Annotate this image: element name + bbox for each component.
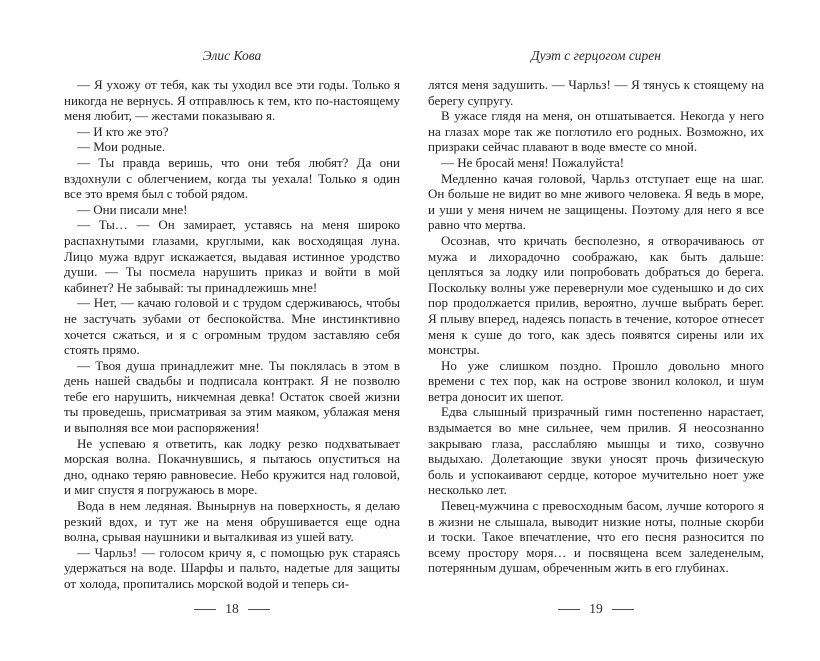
page-number: 18 <box>225 601 239 616</box>
paragraph: — Я ухожу от тебя, как ты уходил все эти годы. Только я никогда не вернусь. Я отправлюсь к тем, кто по-настоящему меня любит, — жестами показываю я. <box>64 77 400 124</box>
paragraph: — Нет, — качаю головой и с трудом сдерживаюсь, чтобы не застучать зубами от беспокойства. Мне инстинктивно хочется сжаться, и я с огромным трудом заставляю себя стоять прямо. <box>64 295 400 358</box>
left-page-folio <box>64 601 400 617</box>
paragraph: — И кто же это? <box>77 123 169 139</box>
paragraph: Осознав, что кричать бесполезно, я отворачиваюсь от мужа и лихорадочно соображаю, как быть дальше: цепляться за лодку или попробовать добраться до берега. Поскольку волны уже перевернули мое суденышко и до сих пор продолжается прилив, вероятно, лучше выбрать берег. Я плыву вперед, надеясь попасть в течение, которое отнесет меня к суше до того, как здесь появятся сирены или их монстры. <box>428 232 764 358</box>
paragraph: Но уже слишком поздно. Прошло довольно много времени с тех пор, как на острове звонил колокол, и шум ветра доносит их шепот. <box>428 357 764 404</box>
folio-rule-right <box>612 609 634 610</box>
paragraph: лятся меня задушить. — Чарльз! — Я тянусь к стоящему на берегу супругу. <box>428 77 764 108</box>
paragraph: — Они писали мне! <box>77 201 188 217</box>
paragraph: — Мои родные. <box>77 139 166 155</box>
paragraph: — Чарльз! — голосом кричу я, с помощью рук стараясь удержаться на воде. Шарфы и пальто, надетые для защиты от холода, пропитались морской водой и теперь си- <box>64 544 400 591</box>
paragraph: Вода в нем ледяная. Вынырнув на поверхность, я делаю резкий вдох, и тут же на меня обрушивается еще одна волна, срывая наушники и выталкивая из ушей вату. <box>64 498 400 545</box>
paragraph: Не успеваю я ответить, как лодку резко подхватывает морская волна. Покачнувшись, я пытаюсь опуститься на дно, однако теряю равновесие. Небо кружится над головой, и миг спустя я погружаюсь в море. <box>64 435 400 498</box>
running-header-author: Элис Кова <box>202 48 262 63</box>
paragraph: — Не бросай меня! Пожалуйста! <box>441 154 625 170</box>
paragraph: — Ты… — Он замирает, уставясь на меня широко распахнутыми глазами, круглыми, как восходящая луна. Лицо мужа вдруг искажается, выдавая истинное уродство души. — Ты посмела нарушить приказ и войти в мой кабинет? Не забывай: ты принадлежишь мне! <box>64 217 400 295</box>
folio-rule-right <box>248 609 270 610</box>
right-page-folio <box>428 601 764 617</box>
folio-rule-left <box>558 609 580 610</box>
right-page <box>428 48 764 633</box>
running-header-book-title: Дуэт с герцогом сирен <box>530 48 662 63</box>
folio-rule-left <box>194 609 216 610</box>
paragraph: Медленно качая головой, Чарльз отступает еще на шаг. Он больше не видит во мне живого человека. Я ведь в море, и уши у меня ничем не защищены. Поэтому для него я все равно что мертва. <box>428 170 764 233</box>
paragraph: В ужасе глядя на меня, он отшатывается. Некогда у него на глазах море так же поглотило его родных. Возможно, их призраки сейчас плавают в воде вместе со мной. <box>428 108 764 155</box>
left-page <box>64 48 400 633</box>
paragraph: — Ты правда веришь, что они тебя любят? Да они вздохнули с облегчением, когда ты уехала! Только я один все это время был с тобой рядом. <box>64 154 400 202</box>
right-page-text <box>428 77 764 576</box>
page-number: 19 <box>589 601 603 616</box>
paragraph: — Твоя душа принадлежит мне. Ты поклялась в этом в день нашей свадьбы и подписала контракт. Я не позволю тебе его нарушить, никчемная девка! Остаток своей жизни ты проведешь, присматривая за этим маяком, ублажая меня и выполняя все мои распоряжения! <box>64 357 400 436</box>
paragraph: Едва слышный призрачный гимн постепенно нарастает, вздымается во мне сильнее, чем прилив. Я неосознанно закрываю глаза, расслабляю мышцы и тихо, созвучно выдыхаю. Долетающие звуки уносят прочь физическую боль и успокаивают сердце, которое мучительно ноет уже несколько лет. <box>428 404 764 498</box>
left-page-text <box>64 77 400 592</box>
paragraph: Певец-мужчина с превосходным басом, лучше которого я в жизни не слышала, выводит низкие ноты, полные скорби и тоски. Такое впечатление, что его песня разносится по всему простору моря… и посвящена всем заледенелым, потерянным душам, обреченным жить в его глубинах. <box>428 498 764 576</box>
